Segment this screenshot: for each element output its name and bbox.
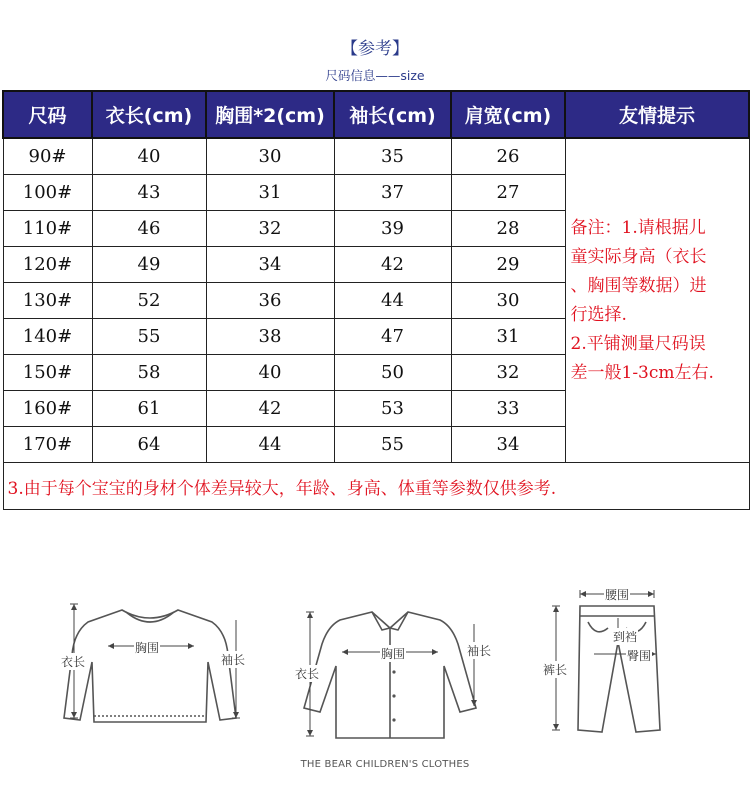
table-row <box>3 138 749 175</box>
reference-title: 【参考】 <box>341 39 409 59</box>
chest-cell: 34 <box>206 247 334 283</box>
length-cell: 49 <box>92 247 206 283</box>
brand-footer: THE BEAR CHILDREN'S CLOTHES <box>300 759 470 770</box>
pants-length-label: 裤长 <box>543 663 568 677</box>
sleeve-cell: 55 <box>334 427 451 463</box>
sleeve-cell: 50 <box>334 355 451 391</box>
shoulder-cell: 26 <box>451 138 565 175</box>
chest-cell: 42 <box>206 391 334 427</box>
size-cell: 130# <box>3 283 92 319</box>
chest-cell: 30 <box>206 138 334 175</box>
header-chest: 胸围*2(cm) <box>206 91 334 138</box>
size-cell: 150# <box>3 355 92 391</box>
shirt-outline-icon <box>290 600 505 750</box>
chest-cell: 40 <box>206 355 334 391</box>
sleeve-cell: 53 <box>334 391 451 427</box>
sleeve-cell: 44 <box>334 283 451 319</box>
shoulder-cell: 30 <box>451 283 565 319</box>
pants-crotch-label: 到裆 <box>613 630 638 644</box>
chest-cell: 36 <box>206 283 334 319</box>
sweater-chest-label: 胸围 <box>135 641 160 655</box>
length-cell: 40 <box>92 138 206 175</box>
header-shoulder: 肩宽(cm) <box>451 91 565 138</box>
length-cell: 64 <box>92 427 206 463</box>
size-table <box>2 90 750 510</box>
shirt-length-label: 衣长 <box>295 667 320 681</box>
sleeve-cell: 42 <box>334 247 451 283</box>
sweater-diagram <box>50 570 265 750</box>
pants-diagram <box>530 578 680 750</box>
shirt-sleeve-label: 袖长 <box>467 644 492 658</box>
header-size: 尺码 <box>3 91 92 138</box>
shoulder-cell: 33 <box>451 391 565 427</box>
size-cell: 160# <box>3 391 92 427</box>
length-cell: 58 <box>92 355 206 391</box>
disclaimer-note: 3.由于每个宝宝的身材个体差异较大，年龄、身高、体重等参数仅供参考. <box>3 463 749 510</box>
sleeve-cell: 47 <box>334 319 451 355</box>
pants-waist-label: 腰围 <box>605 588 630 602</box>
shoulder-cell: 28 <box>451 211 565 247</box>
size-cell: 170# <box>3 427 92 463</box>
size-cell: 140# <box>3 319 92 355</box>
tip-line: 、胸围等数据）进 <box>570 275 707 296</box>
header-sleeve: 袖长(cm) <box>334 91 451 138</box>
tip-line: 备注：1.请根据儿 <box>570 217 706 238</box>
length-cell: 46 <box>92 211 206 247</box>
shoulder-cell: 34 <box>451 427 565 463</box>
header-tips: 友情提示 <box>565 91 749 138</box>
sleeve-cell: 35 <box>334 138 451 175</box>
pants-hip-label: 臀围 <box>627 649 652 663</box>
measurement-figures <box>0 570 750 750</box>
sweater-length-label: 衣长 <box>61 655 86 669</box>
shoulder-cell: 31 <box>451 319 565 355</box>
shirt-chest-label: 胸围 <box>381 647 406 661</box>
size-cell: 100# <box>3 175 92 211</box>
tip-line: 差一般1-3cm左右. <box>570 362 714 383</box>
shoulder-cell: 29 <box>451 247 565 283</box>
sleeve-cell: 39 <box>334 211 451 247</box>
length-cell: 52 <box>92 283 206 319</box>
shoulder-cell: 27 <box>451 175 565 211</box>
note-row <box>3 463 749 510</box>
tip-line: 2.平铺测量尺码误 <box>570 333 706 354</box>
table-header-row <box>3 91 749 138</box>
size-cell: 90# <box>3 138 92 175</box>
chest-cell: 32 <box>206 211 334 247</box>
chest-cell: 44 <box>206 427 334 463</box>
chest-cell: 38 <box>206 319 334 355</box>
tip-line: 行选择. <box>570 304 627 325</box>
sweater-sleeve-label: 袖长 <box>221 653 246 667</box>
length-cell: 61 <box>92 391 206 427</box>
header-length: 衣长(cm) <box>92 91 206 138</box>
chest-cell: 31 <box>206 175 334 211</box>
size-info-subtitle: 尺码信息——size <box>325 68 425 83</box>
tip-line: 童实际身高（衣长 <box>570 246 707 267</box>
sleeve-cell: 37 <box>334 175 451 211</box>
size-cell: 120# <box>3 247 92 283</box>
shirt-diagram <box>290 600 505 750</box>
length-cell: 43 <box>92 175 206 211</box>
size-cell: 110# <box>3 211 92 247</box>
tips-cell <box>565 138 749 463</box>
shoulder-cell: 32 <box>451 355 565 391</box>
length-cell: 55 <box>92 319 206 355</box>
